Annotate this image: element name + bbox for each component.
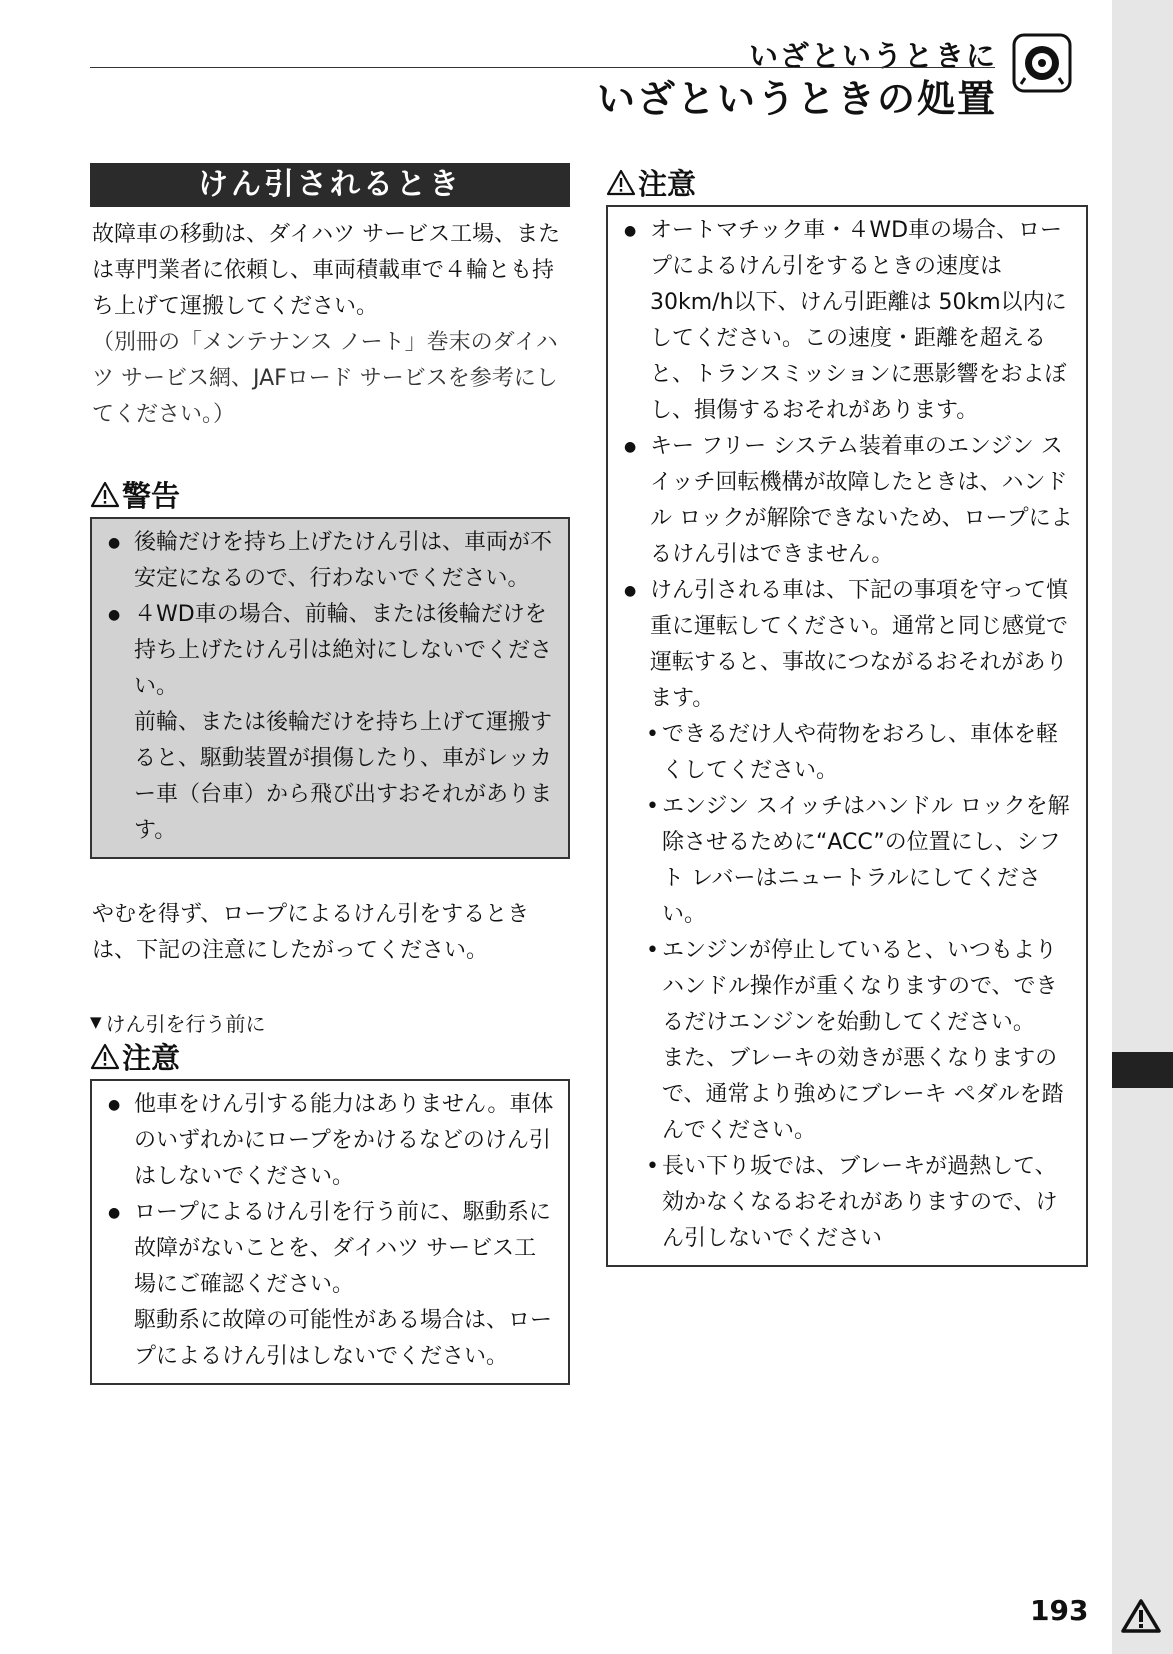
caution-box bbox=[90, 1079, 570, 1385]
tow-hook-icon bbox=[1011, 32, 1073, 94]
caution-subitem: • 長い下り坂では、ブレーキが過熱して、効かなくなるおそれがありますので、けん引しないでください bbox=[618, 1149, 1076, 1257]
caution-subitem: • できるだけ人や荷物をおろし、車体を軽くしてください。 bbox=[618, 717, 1076, 789]
caution-item: ● オートマチック車・４WD車の場合、ロープによるけん引をするときの速度は 30km/h以下、けん引距離は 50km以内にしてください。この速度・距離を超えると、トランスミッションに悪影響をおよぼし、損傷するおそれがあります。 bbox=[618, 213, 1076, 429]
intro-paragraph: 故障車の移動は、ダイハツ サービス工場、または専門業者に依頼し、車両積載車で４輪とも持ち上げて運搬してください。 bbox=[92, 222, 561, 319]
caution-subitem: • エンジン スイッチはハンドル ロックを解除させるために“ACC”の位置にし、シフト レバーはニュートラルにしてください。 bbox=[618, 789, 1076, 933]
before-towing-text: けん引を行う前に bbox=[105, 1011, 266, 1036]
caution-title: 注意 bbox=[638, 166, 697, 201]
caution-subitem: • エンジンが停止していると、いつもよりハンドル操作が重くなりますので、できるだけエンジンを始動してください。 bbox=[618, 933, 1076, 1041]
warning-heading bbox=[90, 475, 570, 513]
side-warning-triangle-icon bbox=[1120, 1598, 1162, 1634]
caution-item: ● 他車をけん引する能力はありません。車体のいずれかにロープをかけるなどのけん引はしないでください。 bbox=[102, 1087, 558, 1195]
right-column bbox=[606, 163, 1088, 1267]
caution-subitem-continuation: また、ブレーキの効きが悪くなりますので、通常より強めにブレーキ ペダルを踏んでください。 bbox=[662, 1046, 1064, 1143]
section-title: けん引されるとき bbox=[90, 163, 570, 207]
caution-item: ● けん引される車は、下記の事項を守って慎重に運転してください。通常と同じ感覚で運転すると、事故につながるおそれがあります。 bbox=[618, 573, 1076, 717]
warning-item: ● ４WD車の場合、前輪、または後輪だけを持ち上げたけん引は絶対にしないでください。 bbox=[102, 597, 558, 705]
warning-triangle-icon bbox=[606, 169, 636, 196]
triangle-down-icon: ▼ bbox=[90, 1013, 102, 1031]
caution-heading bbox=[606, 163, 1088, 201]
caution-title: 注意 bbox=[122, 1040, 181, 1075]
caution-box-right bbox=[606, 205, 1088, 1267]
page-number: 193 bbox=[1030, 1594, 1089, 1627]
warning-item-continuation: 前輪、または後輪だけを持ち上げて運搬すると、駆動装置が損傷したり、車がレッカー車（台車）から飛び出すおそれがあります。 bbox=[134, 710, 553, 843]
warning-box bbox=[90, 517, 570, 859]
left-column bbox=[90, 163, 570, 1385]
caution-item: ● ロープによるけん引を行う前に、駆動系に故障がないことを、ダイハツ サービス工場にご確認ください。 bbox=[102, 1195, 558, 1303]
page-title: いざというときの処置 bbox=[596, 77, 997, 121]
before-towing-label bbox=[90, 1007, 570, 1037]
warning-triangle-icon bbox=[90, 481, 120, 508]
caution-item: ● キー フリー システム装着車のエンジン スイッチ回転機構が故障したときは、ハンドル ロックが解除できないため、ロープによるけん引はできません。 bbox=[618, 429, 1076, 573]
caution-heading bbox=[90, 1037, 570, 1075]
warning-title: 警告 bbox=[122, 478, 181, 513]
intro-note: （別冊の「メンテナンス ノート」巻末のダイハツ サービス網、JAFロード サービスを参考にしてください。） bbox=[92, 330, 558, 427]
side-index-strip bbox=[1112, 0, 1173, 1654]
warning-triangle-icon bbox=[90, 1043, 120, 1070]
warning-item: ● 後輪だけを持ち上げたけん引は、車両が不安定になるので、行わないでください。 bbox=[102, 525, 558, 597]
rope-intro-paragraph: やむを得ず、ロープによるけん引をするときは、下記の注意にしたがってください。 bbox=[92, 902, 530, 963]
header-subtitle: いざというときに bbox=[748, 39, 997, 73]
side-index-tab bbox=[1112, 1052, 1173, 1088]
caution-item-continuation: 駆動系に故障の可能性がある場合は、ロープによるけん引はしないでください。 bbox=[134, 1308, 553, 1369]
